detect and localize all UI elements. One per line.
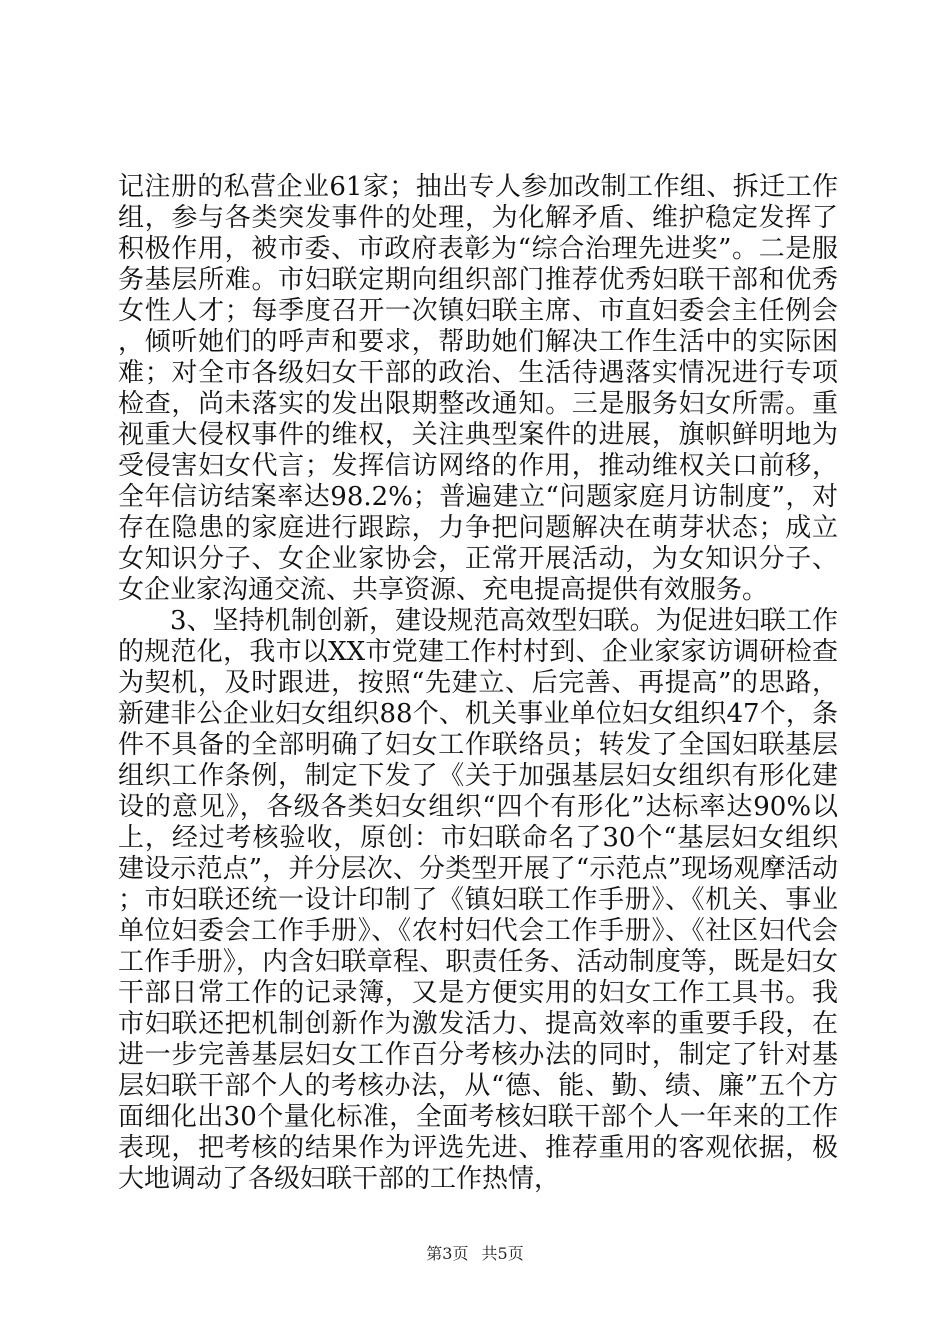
document-body bbox=[118, 172, 838, 1195]
page-total: 共5页 bbox=[481, 1244, 524, 1263]
paragraph-mechanism-innovation: 3、坚持机制创新，建设规范高效型妇联。为促进妇联工作的规范化，我市以XX市党建工作村村到、企业家家访调研检查为契机，及时跟进，按照“先建立、后完善、再提高”的思路，新建非公企业妇女组织88个、机关事业单位妇女组织47个，条件不具备的全部明确了妇女工作联络员；转发了全国妇联基层组织工作条例，制定下发了《关于加强基层妇女组织有形化建设的意见》，各级各类妇女组织“四个有形化”达标率达90%以上，经过考核验收，原创：市妇联命名了30个“基层妇女组织建设示范点”，并分层次、分类型开展了“示范点”现场观摩活动；市妇联还统一设计印制了《镇妇联工作手册》、《机关、事业单位妇委会工作手册》、《农村妇代会工作手册》、《社区妇代会工作手册》，内含妇联章程、职责任务、活动制度等，既是妇女干部日常工作的记录簿，又是方便实用的妇女工作工具书。我市妇联还把机制创新作为激发活力、提高效率的重要手段，在进一步完善基层妇女工作百分考核办法的同时，制定了针对基层妇联干部个人的考核办法，从“德、能、勤、绩、廉”五个方面细化出30个量化标准，全面考核妇联干部个人一年来的工作表现，把考核的结果作为评选先进、推荐重用的客观依据，极大地调动了各级妇联干部的工作热情， bbox=[118, 606, 838, 1194]
page-number: 第3页 bbox=[426, 1244, 469, 1263]
paragraph-continuation: 记注册的私营企业61家；抽出专人参加改制工作组、拆迁工作组，参与各类突发事件的处理，为化解矛盾、维护稳定发挥了积极作用，被市委、市政府表彰为“综合治理先进奖”。二是服务基层所难。市妇联定期向组织部门推荐优秀妇联干部和优秀女性人才；每季度召开一次镇妇联主席、市直妇委会主任例会，倾听她们的呼声和要求，帮助她们解决工作生活中的实际困难；对全市各级妇女干部的政治、生活待遇落实情况进行专项检查，尚未落实的发出限期整改通知。三是服务妇女所需。重视重大侵权事件的维权，关注典型案件的进展，旗帜鲜明地为受侵害妇女代言；发挥信访网络的作用，推动维权关口前移，全年信访结案率达98.2%；普遍建立“问题家庭月访制度”，对存在隐患的家庭进行跟踪，力争把问题解决在萌芽状态；成立女知识分子、女企业家协会，正常开展活动，为女知识分子、女企业家沟通交流、共享资源、充电提高提供有效服务。 bbox=[118, 172, 838, 605]
page-footer bbox=[0, 1244, 950, 1264]
